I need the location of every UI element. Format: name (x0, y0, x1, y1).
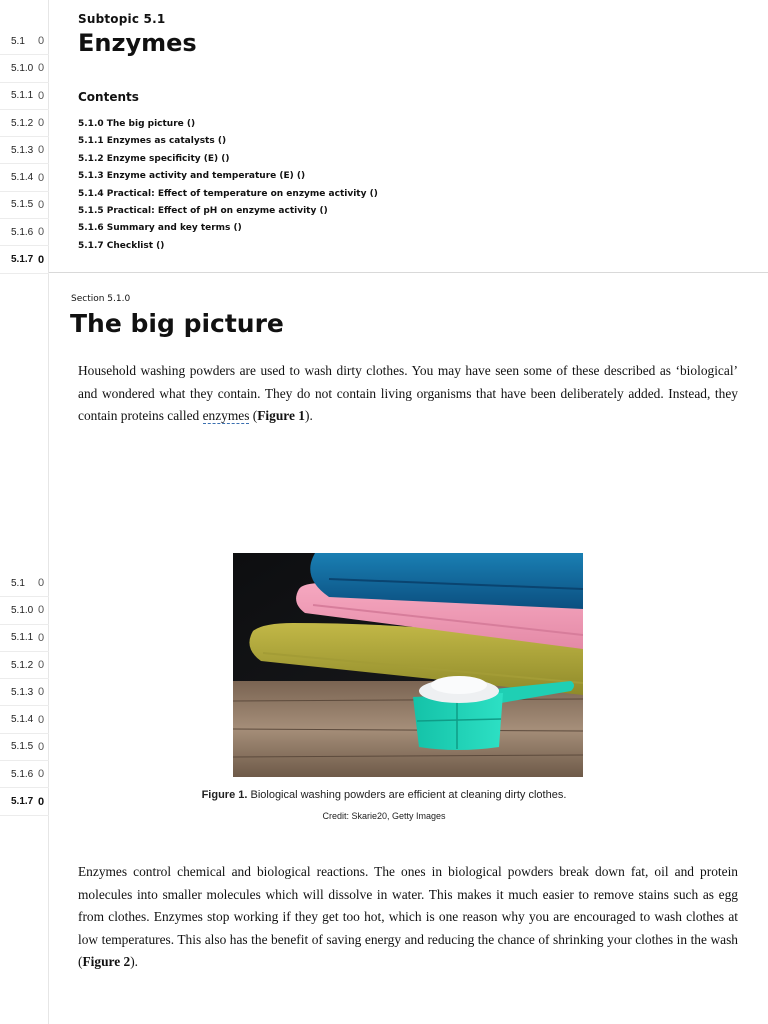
subtopic-label: Subtopic 5.1 (78, 12, 166, 26)
toc-item-label: 5.1.5 Practical: Effect of pH on enzyme activity () (78, 205, 328, 216)
nav-item-label: 5.1.3 (11, 144, 34, 156)
nav-item[interactable] (0, 761, 49, 788)
toc-item[interactable] (78, 186, 378, 203)
nav-item-count: 0 (38, 89, 45, 102)
nav-item-count: 0 (38, 198, 45, 211)
section-label: Section 5.1.0 (71, 294, 131, 304)
section-nav-bottom (0, 570, 49, 816)
toc-item[interactable] (78, 116, 378, 133)
toc-item-label: 5.1.1 Enzymes as catalysts () (78, 136, 227, 147)
nav-item[interactable] (0, 625, 49, 652)
nav-item-label: 5.1.6 (11, 768, 34, 780)
nav-item[interactable] (0, 164, 49, 191)
divider (49, 272, 768, 273)
nav-item-label: 5.1.4 (11, 714, 34, 726)
nav-item-label: 5.1.0 (11, 604, 34, 616)
nav-item-count: 0 (38, 35, 45, 48)
nav-item-label: 5.1.7 (11, 254, 34, 266)
nav-item-label: 5.1.0 (11, 62, 34, 74)
toc-item[interactable] (78, 168, 378, 185)
paragraph-text: ). (130, 954, 139, 969)
paragraph-text: Enzymes control chemical and biological reactions. The ones in biological powders break down fat, oil and protein molecules into smaller molecules which will dissolve in water. This makes it much easier to remove stains such as egg from clothes. Enzymes stop working if they get too hot, which is one reason why you are encouraged to wash clothes at low temperatures. This also has the benefit of saving energy and reducing the chance of shrinking your clothes in the wash ( (78, 864, 738, 969)
nav-item-count: 0 (38, 171, 45, 184)
toc-item[interactable] (78, 203, 378, 220)
nav-item-count: 0 (38, 686, 45, 699)
toc-item-label: 5.1.3 Enzyme activity and temperature (E) () (78, 171, 306, 182)
toc-item-label: 5.1.2 Enzyme specificity (E) () (78, 153, 230, 164)
nav-item-label: 5.1.2 (11, 659, 34, 671)
nav-item-label: 5.1.1 (11, 90, 34, 102)
figure-credit: Credit: Skarie20, Getty Images (322, 811, 446, 821)
nav-item[interactable] (0, 219, 49, 246)
nav-item[interactable] (0, 597, 49, 624)
toc-item-label: 5.1.0 The big picture () (78, 119, 196, 129)
page-title: Enzymes (78, 29, 197, 57)
toc-item[interactable] (78, 220, 378, 237)
nav-item[interactable] (0, 137, 49, 164)
toc-item-label: 5.1.4 Practical: Effect of temperature on enzyme activity () (78, 188, 378, 199)
nav-item[interactable] (0, 570, 49, 597)
nav-item[interactable] (0, 83, 49, 110)
figure-caption (0, 789, 768, 801)
nav-item-count: 0 (38, 62, 45, 75)
nav-item-count: 0 (38, 577, 45, 590)
nav-item-label: 5.1.5 (11, 741, 34, 753)
nav-item[interactable] (0, 55, 49, 82)
figure-image (233, 553, 583, 777)
table-of-contents (78, 116, 378, 255)
nav-item-count: 0 (38, 795, 45, 808)
nav-item-label: 5.1.1 (11, 632, 34, 644)
nav-item-label: 5.1 (11, 35, 25, 47)
nav-item-count: 0 (38, 713, 45, 726)
nav-item-label: 5.1.6 (11, 226, 34, 238)
contents-heading: Contents (78, 90, 139, 104)
body-paragraph (78, 861, 738, 974)
figure-caption-label: Figure 1. (201, 789, 248, 801)
nav-item[interactable] (0, 28, 49, 55)
nav-item-count: 0 (38, 144, 45, 157)
nav-item-count: 0 (38, 604, 45, 617)
figure-caption-text: Biological washing powders are efficient at cleaning dirty clothes. (247, 789, 567, 801)
nav-item[interactable] (0, 652, 49, 679)
nav-item-count: 0 (38, 768, 45, 781)
nav-item-count: 0 (38, 253, 45, 266)
nav-item[interactable] (0, 734, 49, 761)
nav-item-count: 0 (38, 659, 45, 672)
nav-item-count: 0 (38, 226, 45, 239)
nav-item-count: 0 (38, 117, 45, 130)
nav-item[interactable] (0, 192, 49, 219)
nav-item-label: 5.1.5 (11, 199, 34, 211)
intro-paragraph (78, 360, 738, 428)
paragraph-text: ). (304, 408, 313, 423)
nav-item[interactable] (0, 110, 49, 137)
nav-item-label: 5.1 (11, 577, 25, 589)
nav-item-label: 5.1.2 (11, 117, 34, 129)
toc-item[interactable] (78, 151, 378, 168)
toc-item[interactable] (78, 238, 378, 255)
nav-item[interactable] (0, 246, 49, 273)
figure-reference: Figure 1 (257, 408, 305, 423)
toc-item[interactable] (78, 133, 378, 150)
paragraph-text: ( (249, 408, 258, 423)
figure-reference: Figure 2 (82, 954, 131, 969)
nav-item-label: 5.1.7 (11, 796, 34, 808)
nav-item[interactable] (0, 706, 49, 733)
glossary-link-enzymes[interactable]: enzymes (202, 408, 250, 423)
nav-item-count: 0 (38, 631, 45, 644)
section-title: The big picture (70, 309, 284, 338)
nav-item-count: 0 (38, 740, 45, 753)
nav-item-label: 5.1.4 (11, 172, 34, 184)
nav-item-label: 5.1.3 (11, 686, 34, 698)
paragraph-text: Household washing powders are used to wash dirty clothes. You may have seen some of these described as ‘biological’ and wondered what they contain. They do not contain living organisms that have been deliberately added. Instead, they contain proteins called (78, 363, 738, 423)
toc-item-label: 5.1.7 Checklist () (78, 240, 165, 251)
nav-item[interactable] (0, 679, 49, 706)
toc-item-label: 5.1.6 Summary and key terms () (78, 223, 242, 234)
section-nav-top (0, 28, 49, 274)
